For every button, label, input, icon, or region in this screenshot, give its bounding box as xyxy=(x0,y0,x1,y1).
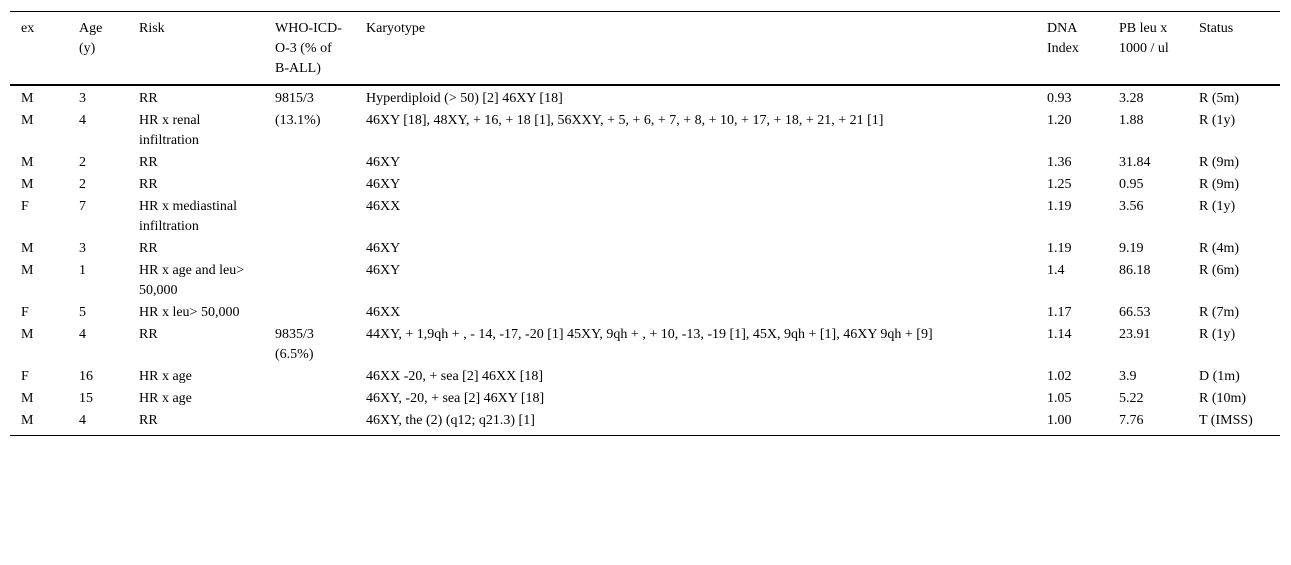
cell-age: 3 xyxy=(79,241,86,256)
cell-karyotype: 44XY, + 1,9qh + , - 14, -17, -20 [1] 45XY, 9qh + , + 10, -13, -19 [1], 45X, 9qh + [1], 46XY 9qh + [9] xyxy=(366,327,933,342)
cell-sex: F xyxy=(21,305,29,320)
cell-pb-leu: 9.19 xyxy=(1119,241,1144,256)
cell-sex: M xyxy=(21,241,34,256)
table-row xyxy=(10,366,1280,388)
cell-sex: M xyxy=(21,391,34,406)
cell-dna-index: 1.02 xyxy=(1047,369,1072,384)
cell-pb-leu: 1.88 xyxy=(1119,113,1144,128)
header-pb-leu: PB leu x 1000 / ul xyxy=(1119,21,1169,56)
cell-age: 7 xyxy=(79,199,86,214)
cell-dna-index: 1.05 xyxy=(1047,391,1072,406)
cell-risk: HR x age xyxy=(139,391,192,406)
cell-dna-index: 1.4 xyxy=(1047,263,1065,278)
header-risk: Risk xyxy=(139,21,165,36)
cell-age: 2 xyxy=(79,177,86,192)
cell-risk: HR x mediastinal infiltration xyxy=(139,199,237,234)
cell-sex: M xyxy=(21,177,34,192)
table-row xyxy=(10,324,1280,366)
cell-dna-index: 1.20 xyxy=(1047,113,1072,128)
cell-karyotype: 46XX xyxy=(366,305,401,320)
cell-risk: HR x age and leu> 50,000 xyxy=(139,263,245,298)
table-row xyxy=(10,302,1280,324)
header-karyotype: Karyotype xyxy=(366,21,426,36)
cell-age: 4 xyxy=(79,113,86,128)
cell-karyotype: 46XX -20, + sea [2] 46XX [18] xyxy=(366,369,544,384)
table-row xyxy=(10,410,1280,432)
cell-who-icd: (13.1%) xyxy=(275,113,321,128)
cell-karyotype: 46XY, the (2) (q12; q21.3) [1] xyxy=(366,413,535,428)
cell-dna-index: 1.19 xyxy=(1047,199,1072,214)
cell-sex: M xyxy=(21,113,34,128)
header-status: Status xyxy=(1199,21,1234,36)
cell-risk: HR x leu> 50,000 xyxy=(139,305,240,320)
table-row xyxy=(10,88,1280,110)
cell-risk: RR xyxy=(139,177,158,192)
cell-pb-leu: 23.91 xyxy=(1119,327,1151,342)
cell-karyotype: Hyperdiploid (> 50) [2] 46XY [18] xyxy=(366,91,563,106)
cell-sex: M xyxy=(21,413,34,428)
cell-karyotype: 46XY, -20, + sea [2] 46XY [18] xyxy=(366,391,545,406)
header-who: WHO-ICD-O-3 (% of B-ALL) xyxy=(275,21,342,76)
cell-risk: RR xyxy=(139,91,158,106)
cell-status: R (7m) xyxy=(1199,305,1240,320)
cell-dna-index: 1.00 xyxy=(1047,413,1072,428)
cell-sex: F xyxy=(21,369,29,384)
cell-pb-leu: 31.84 xyxy=(1119,155,1151,170)
table-row xyxy=(10,152,1280,174)
cell-age: 5 xyxy=(79,305,86,320)
table-row xyxy=(10,260,1280,302)
table-row xyxy=(10,110,1280,152)
table-row xyxy=(10,388,1280,410)
table-body xyxy=(10,86,1280,435)
cell-pb-leu: 5.22 xyxy=(1119,391,1144,406)
cell-risk: HR x age xyxy=(139,369,192,384)
cell-status: R (5m) xyxy=(1199,91,1240,106)
cell-pb-leu: 0.95 xyxy=(1119,177,1144,192)
table-row xyxy=(10,196,1280,238)
cell-status: R (10m) xyxy=(1199,391,1247,406)
cell-status: R (1y) xyxy=(1199,199,1236,214)
header-dna-index: DNA Index xyxy=(1047,21,1079,56)
header-sex: ex xyxy=(21,21,35,36)
cell-sex: M xyxy=(21,91,34,106)
cell-dna-index: 1.14 xyxy=(1047,327,1072,342)
cell-karyotype: 46XY [18], 48XY, + 16, + 18 [1], 56XXY, + 5, + 6, + 7, + 8, + 10, + 17, + 18, + 21, + 21 [1] xyxy=(366,113,884,128)
cell-karyotype: 46XY xyxy=(366,155,401,170)
cell-risk: HR x renal infiltration xyxy=(139,113,201,148)
cell-pb-leu: 3.9 xyxy=(1119,369,1137,384)
cell-status: R (6m) xyxy=(1199,263,1240,278)
cell-sex: M xyxy=(21,263,34,278)
cell-karyotype: 46XX xyxy=(366,199,401,214)
cell-pb-leu: 86.18 xyxy=(1119,263,1151,278)
cell-karyotype: 46XY xyxy=(366,177,401,192)
cell-pb-leu: 3.28 xyxy=(1119,91,1144,106)
cell-risk: RR xyxy=(139,155,158,170)
cell-who-icd: 9815/3 xyxy=(275,91,314,106)
cell-dna-index: 1.25 xyxy=(1047,177,1072,192)
cell-risk: RR xyxy=(139,241,158,256)
cell-age: 16 xyxy=(79,369,93,384)
cell-pb-leu: 3.56 xyxy=(1119,199,1144,214)
cell-risk: RR xyxy=(139,413,158,428)
cell-dna-index: 1.36 xyxy=(1047,155,1072,170)
cell-sex: M xyxy=(21,327,34,342)
cell-karyotype: 46XY xyxy=(366,241,401,256)
cell-age: 3 xyxy=(79,91,86,106)
cell-age: 2 xyxy=(79,155,86,170)
cell-status: R (1y) xyxy=(1199,327,1236,342)
table-row xyxy=(10,174,1280,196)
table-row xyxy=(10,238,1280,260)
cell-who-icd: 9835/3 (6.5%) xyxy=(275,327,314,362)
cell-status: R (9m) xyxy=(1199,177,1240,192)
data-table xyxy=(10,11,1280,436)
cell-dna-index: 1.17 xyxy=(1047,305,1072,320)
cell-dna-index: 1.19 xyxy=(1047,241,1072,256)
table-bottom-rule xyxy=(10,435,1280,436)
cell-status: R (4m) xyxy=(1199,241,1240,256)
cell-pb-leu: 66.53 xyxy=(1119,305,1151,320)
cell-status: D (1m) xyxy=(1199,369,1240,384)
cell-sex: F xyxy=(21,199,29,214)
cell-karyotype: 46XY xyxy=(366,263,401,278)
cell-dna-index: 0.93 xyxy=(1047,91,1072,106)
cell-age: 4 xyxy=(79,413,86,428)
cell-age: 4 xyxy=(79,327,86,342)
cell-pb-leu: 7.76 xyxy=(1119,413,1144,428)
cell-risk: RR xyxy=(139,327,158,342)
cell-status: R (9m) xyxy=(1199,155,1240,170)
cell-status: T (IMSS) xyxy=(1199,413,1253,428)
cell-sex: M xyxy=(21,155,34,170)
cell-status: R (1y) xyxy=(1199,113,1236,128)
header-age: Age (y) xyxy=(79,21,103,56)
table-header-row xyxy=(10,12,1280,84)
cell-age: 1 xyxy=(79,263,86,278)
cell-age: 15 xyxy=(79,391,93,406)
